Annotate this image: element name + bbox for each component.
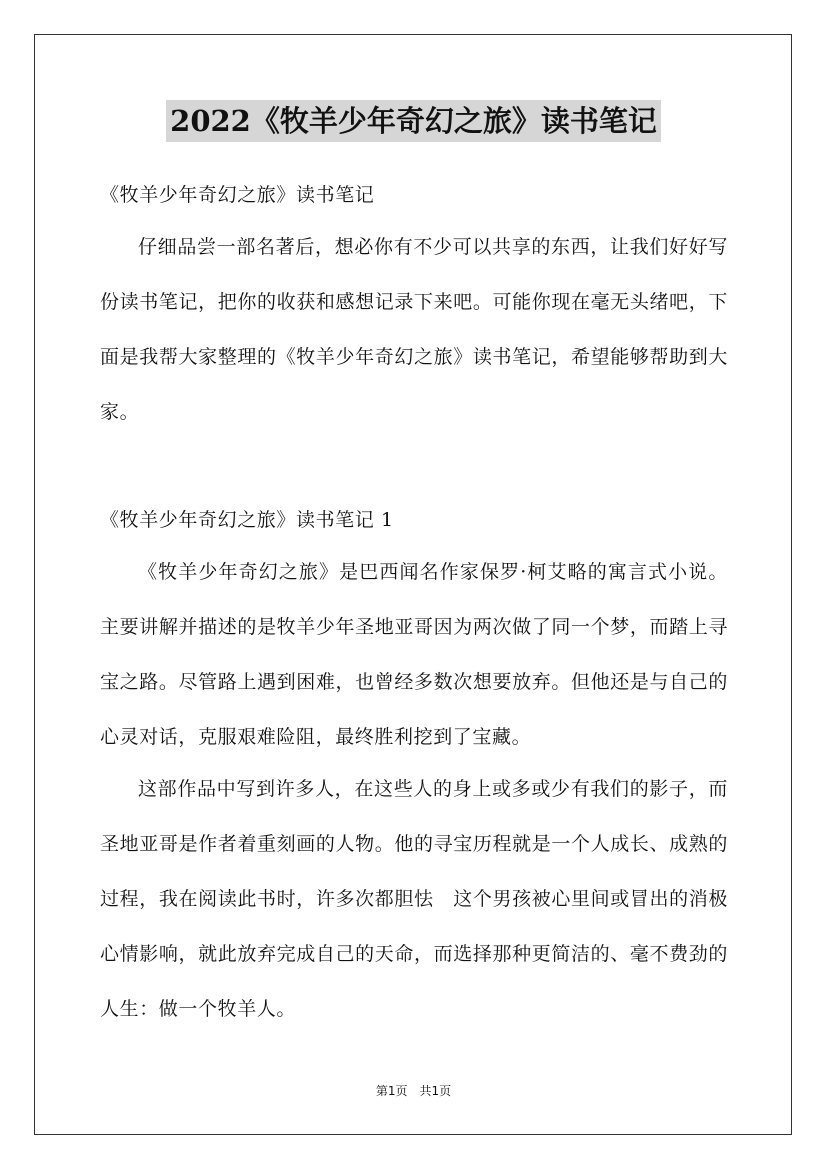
section-1-paragraph-2: 这部作品中写到许多人，在这些人的身上或多或少有我们的影子，而圣地亚哥是作者着重刻画的人物。他的寻宝历程就是一个人成长、成熟的过程，我在阅读此书时，许多次都胆怯 这个男孩被心里间或冒出的消极心情影响，就此放弃完成自己的天命，而选择那种更简洁的、毫不费劲的人生：做一个牧羊人。 bbox=[100, 778, 728, 1020]
document-subtitle: 《牧羊少年奇幻之旅》读书笔记 bbox=[100, 184, 375, 206]
section-1-heading: 《牧羊少年奇幻之旅》读书笔记 1 bbox=[100, 509, 394, 531]
page-footer: 第1页 共1页 bbox=[375, 1084, 452, 1098]
title-container bbox=[0, 100, 827, 142]
section-1-paragraph-1: 《牧羊少年奇幻之旅》是巴西闻名作家保罗·柯艾略的寓言式小说。主要讲解并描述的是牧羊少年圣地亚哥因为两次做了同一个梦，而踏上寻宝之路。尽管路上遇到困难，也曾经多数次想要放弃。但他还是与自己的心灵对话，克服艰难险阻，最终胜利挖到了宝藏。 bbox=[100, 561, 728, 748]
document-title: 2022《牧羊少年奇幻之旅》读书笔记 bbox=[166, 100, 661, 142]
intro-paragraph: 仔细品尝一部名著后，想必你有不少可以共享的东西，让我们好好写份读书笔记，把你的收获和感想记录下来吧。可能你现在毫无头绪吧，下面是我帮大家整理的《牧羊少年奇幻之旅》读书笔记，希望能够帮助到大家。 bbox=[100, 236, 728, 423]
